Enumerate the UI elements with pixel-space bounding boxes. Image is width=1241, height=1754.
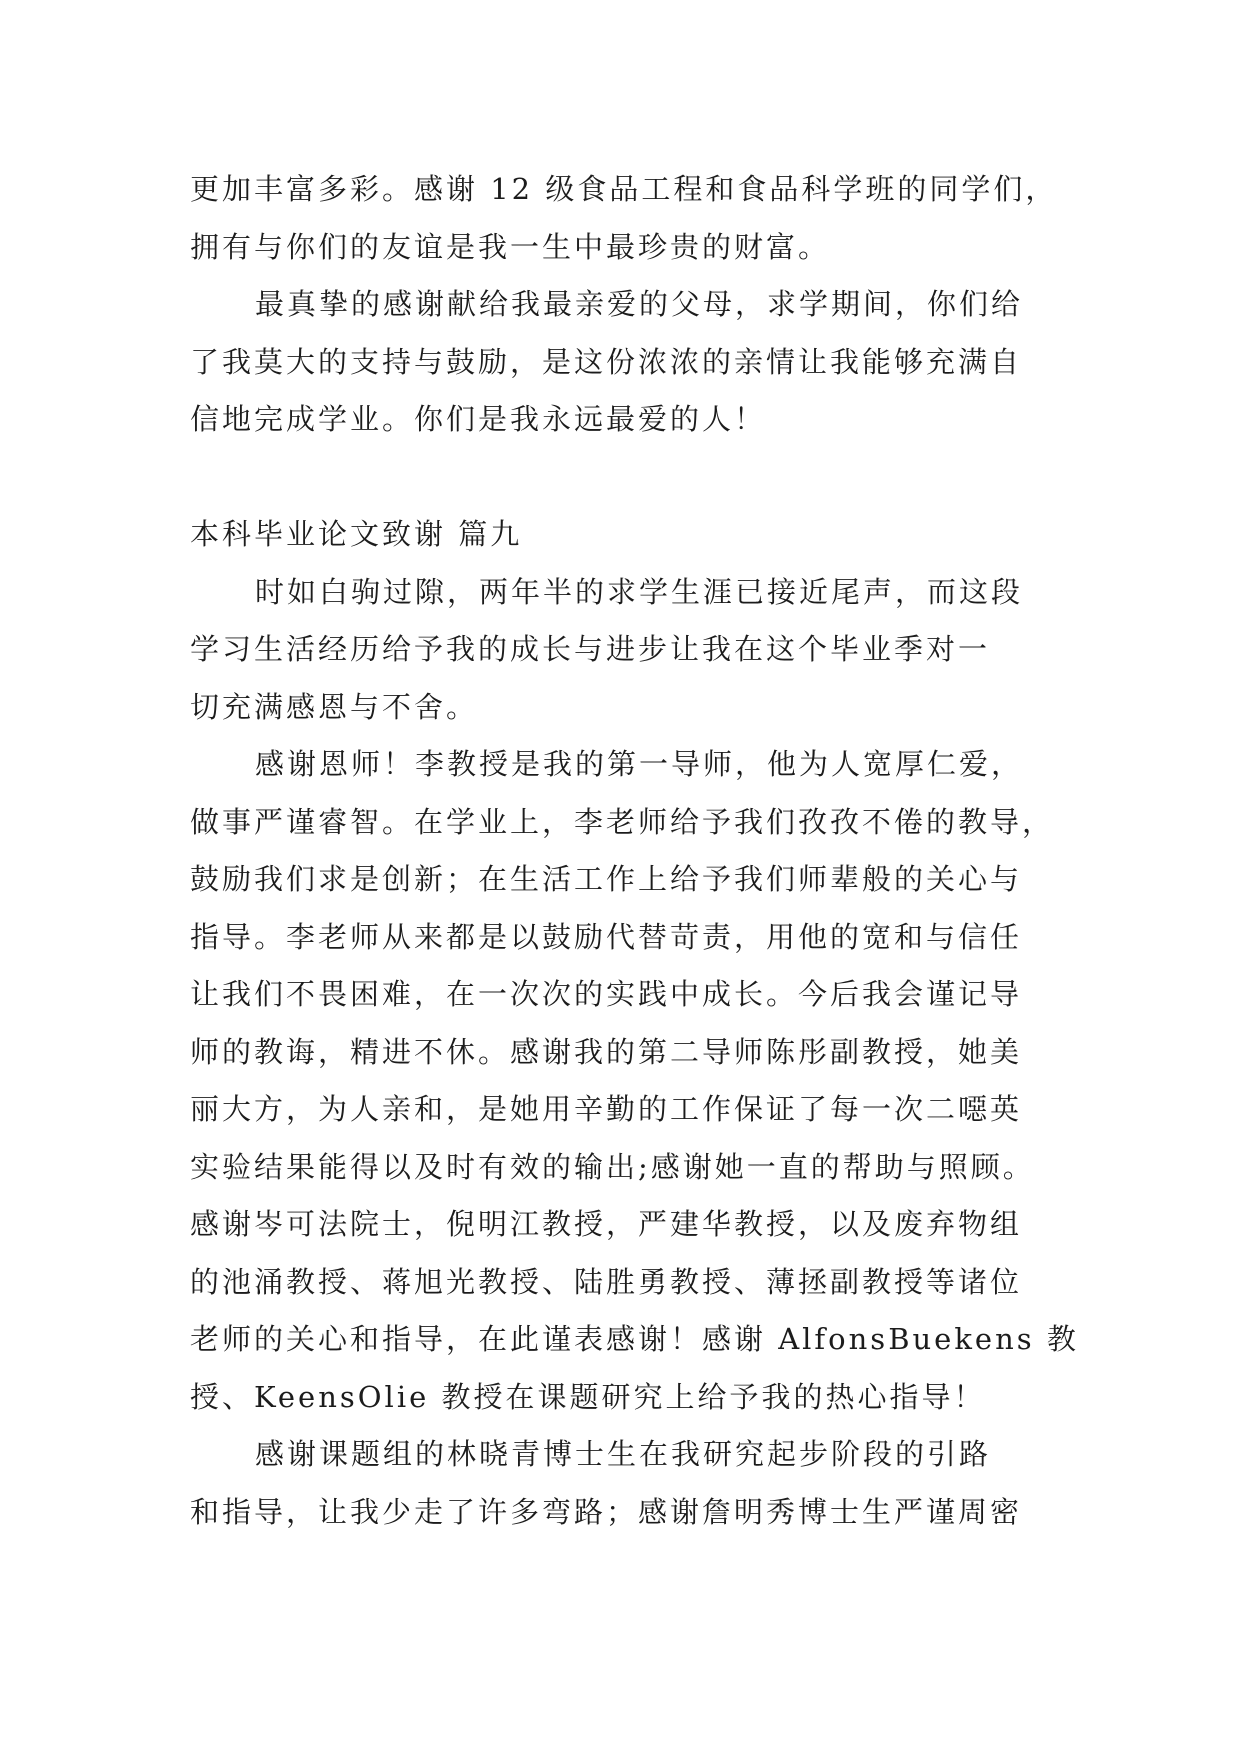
text-line: 感谢课题组的林晓青博士生在我研究起步阶段的引路 <box>255 1437 992 1471</box>
text-line: 让我们不畏困难，在一次次的实践中成长。今后我会谨记导 <box>190 977 1023 1011</box>
paragraph <box>190 1426 1070 1541</box>
section-heading: 本科毕业论文致谢 篇九 <box>190 517 523 551</box>
text-line: 鼓励我们求是创新；在生活工作上给予我们师辈般的关心与 <box>190 862 1023 896</box>
text-line: 师的教诲，精进不休。感谢我的第二导师陈彤副教授，她美 <box>190 1034 1023 1069</box>
document-body <box>190 161 1079 1541</box>
text-line: 感谢岑可法院士，倪明江教授，严建华教授，以及废弃物组 <box>190 1207 1023 1241</box>
text-line: 拥有与你们的友谊是我一生中最珍贵的财富。 <box>190 229 831 264</box>
text-line: 感谢恩师！李教授是我的第一导师，他为人宽厚仁爱， <box>255 747 1024 781</box>
text-line: 实验结果能得以及时有效的输出;感谢她一直的帮助与照顾。 <box>190 1149 1035 1184</box>
text-line: 老师的关心和指导，在此谨表感谢！感谢 AlfonsBuekens 教 <box>190 1322 1079 1356</box>
text-line: 授、KeensOlie 教授在课题研究上给予我的热心指导！ <box>190 1379 986 1414</box>
text-line: 丽大方，为人亲和，是她用辛勤的工作保证了每一次二噁英 <box>190 1092 1023 1126</box>
paragraph <box>190 736 1079 1426</box>
text-line: 做事严谨睿智。在学业上，李老师给予我们孜孜不倦的教导， <box>190 804 1055 839</box>
paragraph <box>190 161 1070 276</box>
text-line: 学习生活经历给予我的成长与进步让我在这个毕业季对一 <box>190 632 991 666</box>
text-line: 最真挚的感谢献给我最亲爱的父母，求学期间，你们给 <box>255 287 1024 321</box>
blank-line <box>190 449 1070 507</box>
text-line: 切充满感恩与不舍。 <box>190 689 479 724</box>
text-line: 指导。李老师从来都是以鼓励代替苛责，用他的宽和与信任 <box>190 919 1023 954</box>
text-line: 了我莫大的支持与鼓励，是这份浓浓的亲情让我能够充满自 <box>190 344 1023 379</box>
text-line: 时如白驹过隙，两年半的求学生涯已接近尾声，而这段 <box>255 574 1024 609</box>
paragraph <box>190 564 1070 737</box>
text-line: 和指导，让我少走了许多弯路；感谢詹明秀博士生严谨周密 <box>190 1494 1023 1529</box>
paragraph <box>190 276 1070 449</box>
text-line: 的池涌教授、蒋旭光教授、陆胜勇教授、薄拯副教授等诸位 <box>190 1264 1023 1299</box>
text-line: 更加丰富多彩。感谢 12 级食品工程和食品科学班的同学们， <box>190 172 1058 206</box>
text-line: 信地完成学业。你们是我永远最爱的人！ <box>190 402 767 436</box>
